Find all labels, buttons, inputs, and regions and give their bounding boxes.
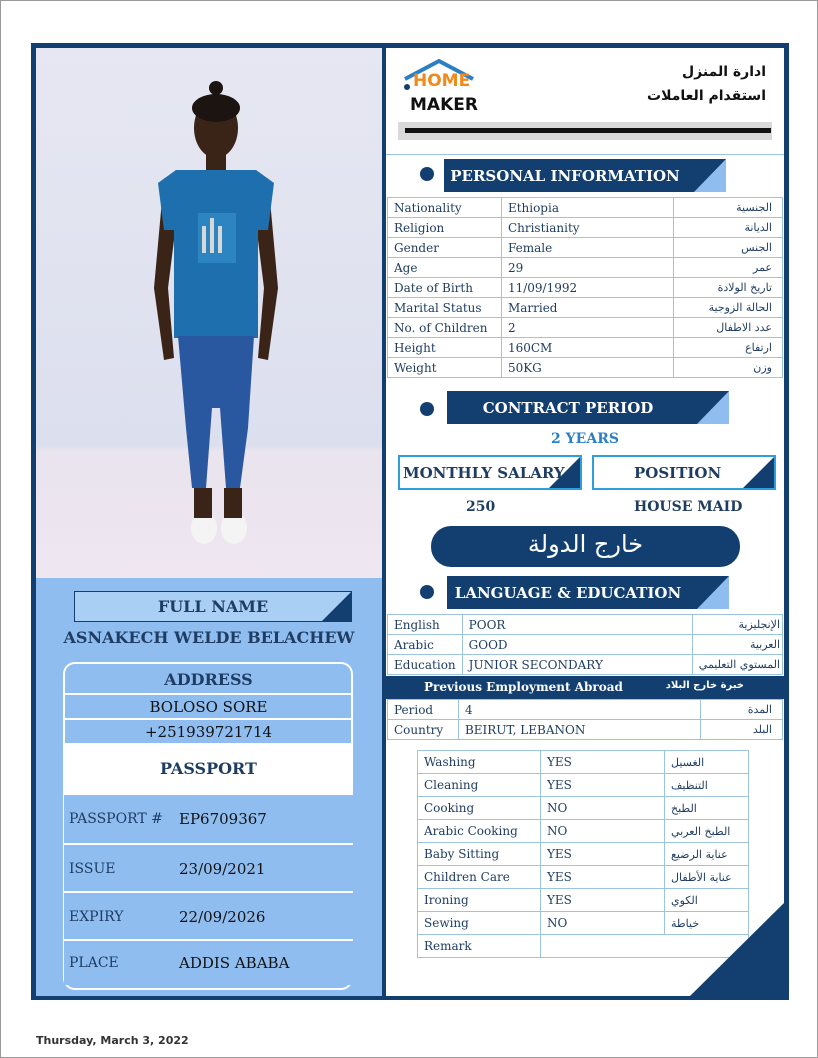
row-arabic-label: الحالة الزوجية — [674, 298, 783, 318]
section-bullet-icon — [420, 167, 434, 181]
row-label: Age — [388, 258, 502, 278]
row-label: Education — [388, 655, 463, 675]
row-label: Nationality — [388, 198, 502, 218]
row-value: Ethiopia — [501, 198, 673, 218]
table-row — [388, 615, 783, 635]
candidate-photo-illustration — [36, 48, 382, 578]
previous-employment-title-ar: خبرة خارج البلاد — [665, 680, 744, 691]
table-row — [418, 843, 749, 866]
footer-date: Thursday, March 3, 2022 — [36, 1034, 189, 1047]
candidate-photo — [36, 48, 382, 578]
row-arabic-label: التنظيف — [665, 774, 749, 797]
row-value: NO — [541, 820, 665, 843]
row-label: Gender — [388, 238, 502, 258]
passport-issue-row — [64, 843, 353, 893]
row-arabic-label: ارتفاع — [674, 338, 783, 358]
row-arabic-label: البلد — [701, 720, 783, 740]
row-arabic-label: العربية — [692, 635, 782, 655]
address-value: BOLOSO SORE — [64, 693, 353, 719]
remark-label: Remark — [418, 935, 541, 958]
row-value: 11/09/1992 — [501, 278, 673, 298]
passport-number-label: PASSPORT # — [69, 811, 163, 827]
contract-period-banner — [447, 391, 729, 424]
passport-place-value: ADDIS ABABA — [179, 954, 290, 972]
table-row — [388, 635, 783, 655]
row-arabic-label: تاريخ الولادة — [674, 278, 783, 298]
table-row — [388, 218, 783, 238]
full-name-value: ASNAKECH WELDE BELACHEW — [63, 628, 355, 647]
logo-maker-text: MAKER — [410, 95, 478, 115]
contract-period-title: CONTRACT PERIOD — [482, 398, 654, 417]
table-row — [388, 700, 783, 720]
row-value: GOOD — [462, 635, 692, 655]
passport-header — [64, 743, 353, 793]
passport-number-row — [64, 793, 353, 843]
passport-label: PASSPORT — [160, 759, 257, 778]
row-value: 4 — [458, 700, 700, 720]
language-education-title: LANGUAGE & EDUCATION — [454, 583, 682, 602]
row-label: Height — [388, 338, 502, 358]
passport-place-label: PLACE — [69, 955, 119, 971]
passport-expiry-label: EXPIRY — [69, 909, 124, 925]
row-label: Washing — [418, 751, 541, 774]
row-label: Sewing — [418, 912, 541, 935]
table-row — [418, 820, 749, 843]
row-value: Female — [501, 238, 673, 258]
row-value: 2 — [501, 318, 673, 338]
row-label: Date of Birth — [388, 278, 502, 298]
language-table — [387, 614, 783, 675]
row-value: NO — [541, 912, 665, 935]
row-label: Weight — [388, 358, 502, 378]
table-row — [418, 797, 749, 820]
previous-employment-header — [386, 676, 784, 699]
table-row — [388, 198, 783, 218]
row-arabic-label: عناية الأطفال — [665, 866, 749, 889]
row-label: Religion — [388, 218, 502, 238]
table-row — [388, 298, 783, 318]
row-value: JUNIOR SECONDARY — [462, 655, 692, 675]
row-value: Married — [501, 298, 673, 318]
row-arabic-label: خياطة — [665, 912, 749, 935]
passport-place-row — [64, 939, 353, 985]
full-name-label: FULL NAME — [157, 597, 269, 616]
home-maker-logo — [399, 57, 479, 119]
row-label: Baby Sitting — [418, 843, 541, 866]
row-arabic-label: الديانة — [674, 218, 783, 238]
row-arabic-label: عدد الاطفال — [674, 318, 783, 338]
position-box — [592, 455, 776, 490]
table-row — [418, 751, 749, 774]
section-bullet-icon — [420, 402, 434, 416]
row-value: YES — [541, 866, 665, 889]
corner-triangle — [322, 592, 351, 621]
table-row — [418, 866, 749, 889]
row-arabic-label: الطبخ — [665, 797, 749, 820]
row-value: YES — [541, 889, 665, 912]
passport-expiry-row — [64, 891, 353, 941]
position-value: HOUSE MAID — [634, 499, 743, 515]
phone-value: +251939721714 — [64, 718, 353, 744]
row-label: Arabic — [388, 635, 463, 655]
abroad-label: خارج الدولة — [527, 530, 644, 558]
employment-table — [387, 699, 783, 740]
monthly-salary-box — [398, 455, 582, 490]
table-row — [388, 358, 783, 378]
passport-expiry-value: 22/09/2026 — [179, 908, 266, 926]
passport-number-value: EP6709367 — [179, 810, 267, 828]
row-label: Arabic Cooking — [418, 820, 541, 843]
row-label: No. of Children — [388, 318, 502, 338]
row-value: YES — [541, 774, 665, 797]
row-label: Marital Status — [388, 298, 502, 318]
row-arabic-label: الطبخ العربي — [665, 820, 749, 843]
row-value: 29 — [501, 258, 673, 278]
row-value: 50KG — [501, 358, 673, 378]
abroad-pill — [431, 526, 740, 567]
row-value: 160CM — [501, 338, 673, 358]
passport-issue-value: 23/09/2021 — [179, 860, 266, 878]
row-arabic-label: الجنس — [674, 238, 783, 258]
position-label: POSITION — [634, 464, 722, 482]
row-value: BEIRUT, LEBANON — [458, 720, 700, 740]
address-label: ADDRESS — [164, 670, 253, 689]
table-row — [388, 720, 783, 740]
section-bullet-icon — [420, 585, 434, 599]
arabic-header-line2: استقدام العاملات — [647, 88, 766, 104]
language-education-banner — [447, 576, 729, 609]
salary-value: 250 — [466, 499, 496, 515]
decorative-corner — [690, 903, 784, 996]
row-label: Cooking — [418, 797, 541, 820]
row-value: YES — [541, 751, 665, 774]
row-label: Period — [388, 700, 459, 720]
row-value: Christianity — [501, 218, 673, 238]
row-arabic-label: المستوي التعليمي — [692, 655, 782, 675]
passport-issue-label: ISSUE — [69, 861, 116, 877]
row-arabic-label: الجنسية — [674, 198, 783, 218]
row-label: Cleaning — [418, 774, 541, 797]
row-label: Children Care — [418, 866, 541, 889]
row-arabic-label: عناية الرضيع — [665, 843, 749, 866]
header-rule — [398, 122, 772, 140]
row-arabic-label: الإنجليزية — [692, 615, 782, 635]
personal-info-title: PERSONAL INFORMATION — [450, 166, 680, 185]
row-value: NO — [541, 797, 665, 820]
table-row — [388, 318, 783, 338]
personal-info-banner — [444, 159, 726, 192]
table-row — [388, 238, 783, 258]
table-row — [388, 278, 783, 298]
logo-home-text: HOME — [413, 71, 471, 91]
previous-employment-title: Previous Employment Abroad — [424, 680, 623, 694]
table-row — [388, 655, 783, 675]
row-value: POOR — [462, 615, 692, 635]
row-label: Country — [388, 720, 459, 740]
monthly-salary-label: MONTHLY SALARY — [403, 464, 565, 482]
table-row — [418, 774, 749, 797]
table-row — [388, 258, 783, 278]
row-arabic-label: الغسيل — [665, 751, 749, 774]
row-label: Ironing — [418, 889, 541, 912]
arabic-header-line1: ادارة المنزل — [682, 64, 766, 80]
row-arabic-label: عمر — [674, 258, 783, 278]
full-name-label-box — [74, 591, 352, 622]
row-arabic-label: وزن — [674, 358, 783, 378]
contract-period-value: 2 YEARS — [551, 431, 619, 447]
table-row — [388, 338, 783, 358]
row-label: English — [388, 615, 463, 635]
header-divider — [386, 154, 784, 155]
row-value: YES — [541, 843, 665, 866]
personal-info-table — [387, 197, 783, 378]
row-arabic-label: المدة — [701, 700, 783, 720]
row-arabic-label: الكوي — [665, 889, 749, 912]
